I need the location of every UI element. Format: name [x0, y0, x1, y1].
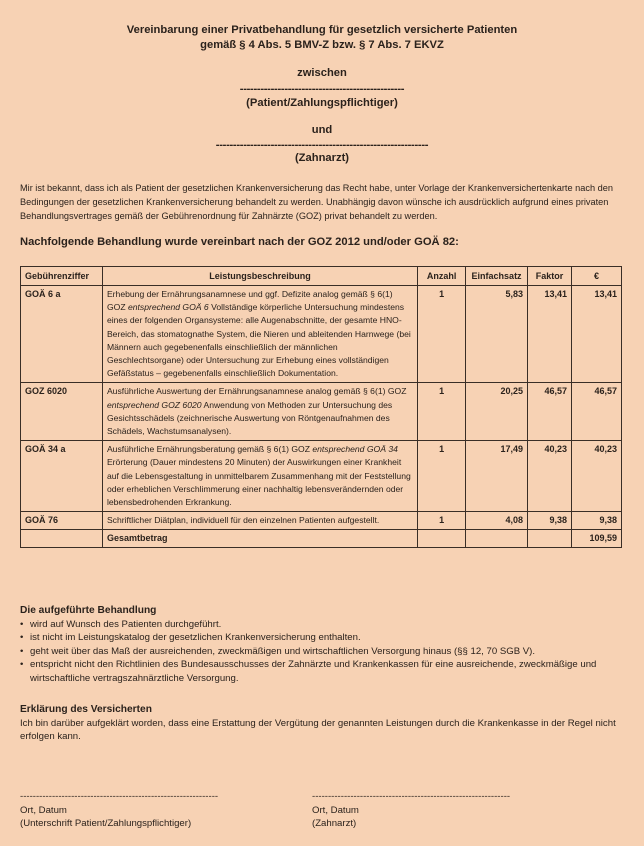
row-count: 1	[418, 512, 466, 530]
table-row	[21, 286, 622, 383]
list-item: • entspricht nicht den Richtlinien des Bundesausschusses der Zahnärzte und Krankenkassen für eine ausreichende, zweckmäßige und wirtschaftliche vertragszahnärztliche Versorgung.	[20, 658, 628, 685]
title-line-1: Vereinbarung einer Privatbehandlung für gesetzlich versicherte Patienten	[126, 24, 518, 36]
signature-label: (Unterschrift Patient/Zahlungspflichtiger)	[20, 818, 192, 830]
patient-label: (Patient/Zahlungspflichtiger)	[246, 97, 398, 109]
signature-patient	[20, 790, 218, 831]
row-euro: 40,23	[572, 441, 622, 512]
row-code: GOZ 6020	[21, 383, 103, 441]
total-row	[21, 530, 622, 548]
signature-line: --------------------------------------------------------------	[20, 791, 219, 802]
behandlung-section	[20, 604, 628, 685]
desc-text: Ausführliche Auswertung der Ernährungsanamnese analog gemäß § 6(1) GOZ	[106, 386, 407, 397]
title-line-2: gemäß § 4 Abs. 5 BMV-Z bzw. § 7 Abs. 7 EKVZ	[200, 38, 444, 51]
row-factor: 46,57	[528, 383, 572, 441]
row-euro: 9,38	[572, 512, 622, 530]
list-item: • wird auf Wunsch des Patienten durchgeführt.	[20, 618, 628, 632]
row-code: GOÄ 34 a	[21, 441, 103, 512]
row-description	[102, 383, 417, 441]
desc-text: Anwendung von Methoden zur Untersuchung des Gesichtsschädels (zeichnerische Auswertung von Röntgenaufnahmen des Schädels, Wachstumsanalysen).	[106, 399, 393, 437]
row-count: 1	[418, 383, 466, 441]
desc-text: Schriftlicher Diätplan, individuell für den einzelnen Patienten aufgestellt.	[106, 515, 380, 526]
behandlung-list	[20, 618, 628, 686]
behandlung-heading: Die aufgeführte Behandlung	[20, 605, 157, 616]
row-rate: 20,25	[466, 383, 528, 441]
header-rate: Einfachsatz	[466, 267, 528, 286]
row-factor: 9,38	[528, 512, 572, 530]
row-factor: 13,41	[528, 286, 572, 383]
header-description: Leistungsbeschreibung	[102, 267, 417, 286]
header-count: Anzahl	[418, 267, 466, 286]
desc-text: Erhebung der Ernährungsanamnese und ggf. Defizite analog gemäß § 6(1) GOZ	[106, 289, 393, 313]
desc-emphasis: entsprechend GOÄ 34	[312, 444, 398, 455]
desc-emphasis: entsprechend GOÄ 6	[127, 302, 209, 313]
signature-place-date: Ort, Datum	[312, 804, 359, 816]
total-empty-cell	[21, 530, 103, 548]
row-euro: 46,57	[572, 383, 622, 441]
total-value: 109,59	[572, 530, 622, 548]
treatment-subheading: Nachfolgende Behandlung wurde vereinbart nach der GOZ 2012 und/oder GOÄ 82:	[20, 236, 459, 248]
row-euro: 13,41	[572, 286, 622, 383]
zahnarzt-label: (Zahnarzt)	[294, 152, 350, 164]
signature-label: (Zahnarzt)	[312, 818, 357, 830]
row-rate: 17,49	[466, 441, 528, 512]
row-rate: 4,08	[466, 512, 528, 530]
row-description	[102, 286, 417, 383]
total-empty-cell	[418, 530, 466, 548]
row-rate: 5,83	[466, 286, 528, 383]
header-euro: €	[572, 267, 622, 286]
table-row	[21, 441, 622, 512]
desc-text: Erörterung (Dauer mindestens 20 Minuten) der Auswirkungen einer Krankheit auf die Lebensgestaltung in unmittelbarem Zusammenhang mit der Feststellung oder erheblichen Verschlimmerung einer nachhaltig lebensverändernden oder lebensbedrohenden Erkrankung.	[106, 457, 411, 508]
row-code: GOÄ 6 a	[21, 286, 103, 383]
zwischen-label: zwischen	[297, 67, 347, 79]
total-empty-cell	[528, 530, 572, 548]
row-count: 1	[418, 286, 466, 383]
desc-emphasis: entsprechend GOZ 6020	[106, 399, 202, 410]
desc-text: Vollständige körperliche Untersuchung mindestens eines der folgenden Organsysteme: alle Augenabschnitte, der gesamte HNO-Bereich, das stomatognathe System, die Nieren und ableitenden Harnwege (bei Männern auch gegebenenfalls einschließlich der männlichen Geschlechtsorgane) oder Untersuchung zur Erhebung eines vollständigen Gefäßstatus – gegebenenfalls einschließlich Dokumentation.	[106, 302, 411, 379]
intro-paragraph: Mir ist bekannt, dass ich als Patient der gesetzlichen Krankenversicherung das Recht habe, unter Vorlage der Krankenversichertenkarte nach den Bedingungen der gesetzlichen Krankenversicherung behandelt zu werden. Unabhängig davon wünsche ich ausdrücklich aufgrund eines privaten Behandlungsvertrages gemäß der Gebührenordnung für Zahnärzte (GOZ) privat behandelt zu werden.	[20, 183, 613, 222]
signature-line: --------------------------------------------------------------	[312, 791, 511, 802]
row-factor: 40,23	[528, 441, 572, 512]
erklaerung-section	[20, 703, 628, 744]
row-code: GOÄ 76	[21, 512, 103, 530]
erklaerung-heading: Erklärung des Versicherten	[20, 704, 152, 715]
erklaerung-text: Ich bin darüber aufgeklärt worden, dass eine Erstattung der Vergütung der genannten Leistungen durch die Krankenkasse in der Regel nicht erfolgen kann.	[20, 717, 616, 742]
und-label: und	[311, 124, 333, 136]
signature-zahnarzt	[312, 790, 510, 831]
list-item: • geht weit über das Maß der ausreichenden, zweckmäßigen und wirtschaftlichen Versorgung hinaus (§§ 12, 70 SGB V).	[20, 645, 628, 659]
desc-text: Ausführliche Ernährungsberatung gemäß § 6(1) GOZ	[106, 444, 313, 455]
patient-blank-line: ------------------------------------------------	[239, 83, 405, 95]
row-description	[102, 512, 417, 530]
zahnarzt-blank-line: --------------------------------------------------------------	[215, 139, 429, 151]
row-description	[102, 441, 417, 512]
total-label: Gesamtbetrag	[102, 530, 417, 548]
document-title	[20, 23, 624, 52]
total-empty-cell	[466, 530, 528, 548]
signature-place-date: Ort, Datum	[20, 804, 67, 816]
header-factor: Faktor	[528, 267, 572, 286]
table-row	[21, 383, 622, 441]
fee-table	[20, 266, 622, 548]
row-count: 1	[418, 441, 466, 512]
header-code: Gebührenziffer	[21, 267, 103, 286]
list-item: • ist nicht im Leistungskatalog der gesetzlichen Krankenversicherung enthalten.	[20, 631, 628, 645]
table-row	[21, 512, 622, 530]
table-header-row	[21, 267, 622, 286]
